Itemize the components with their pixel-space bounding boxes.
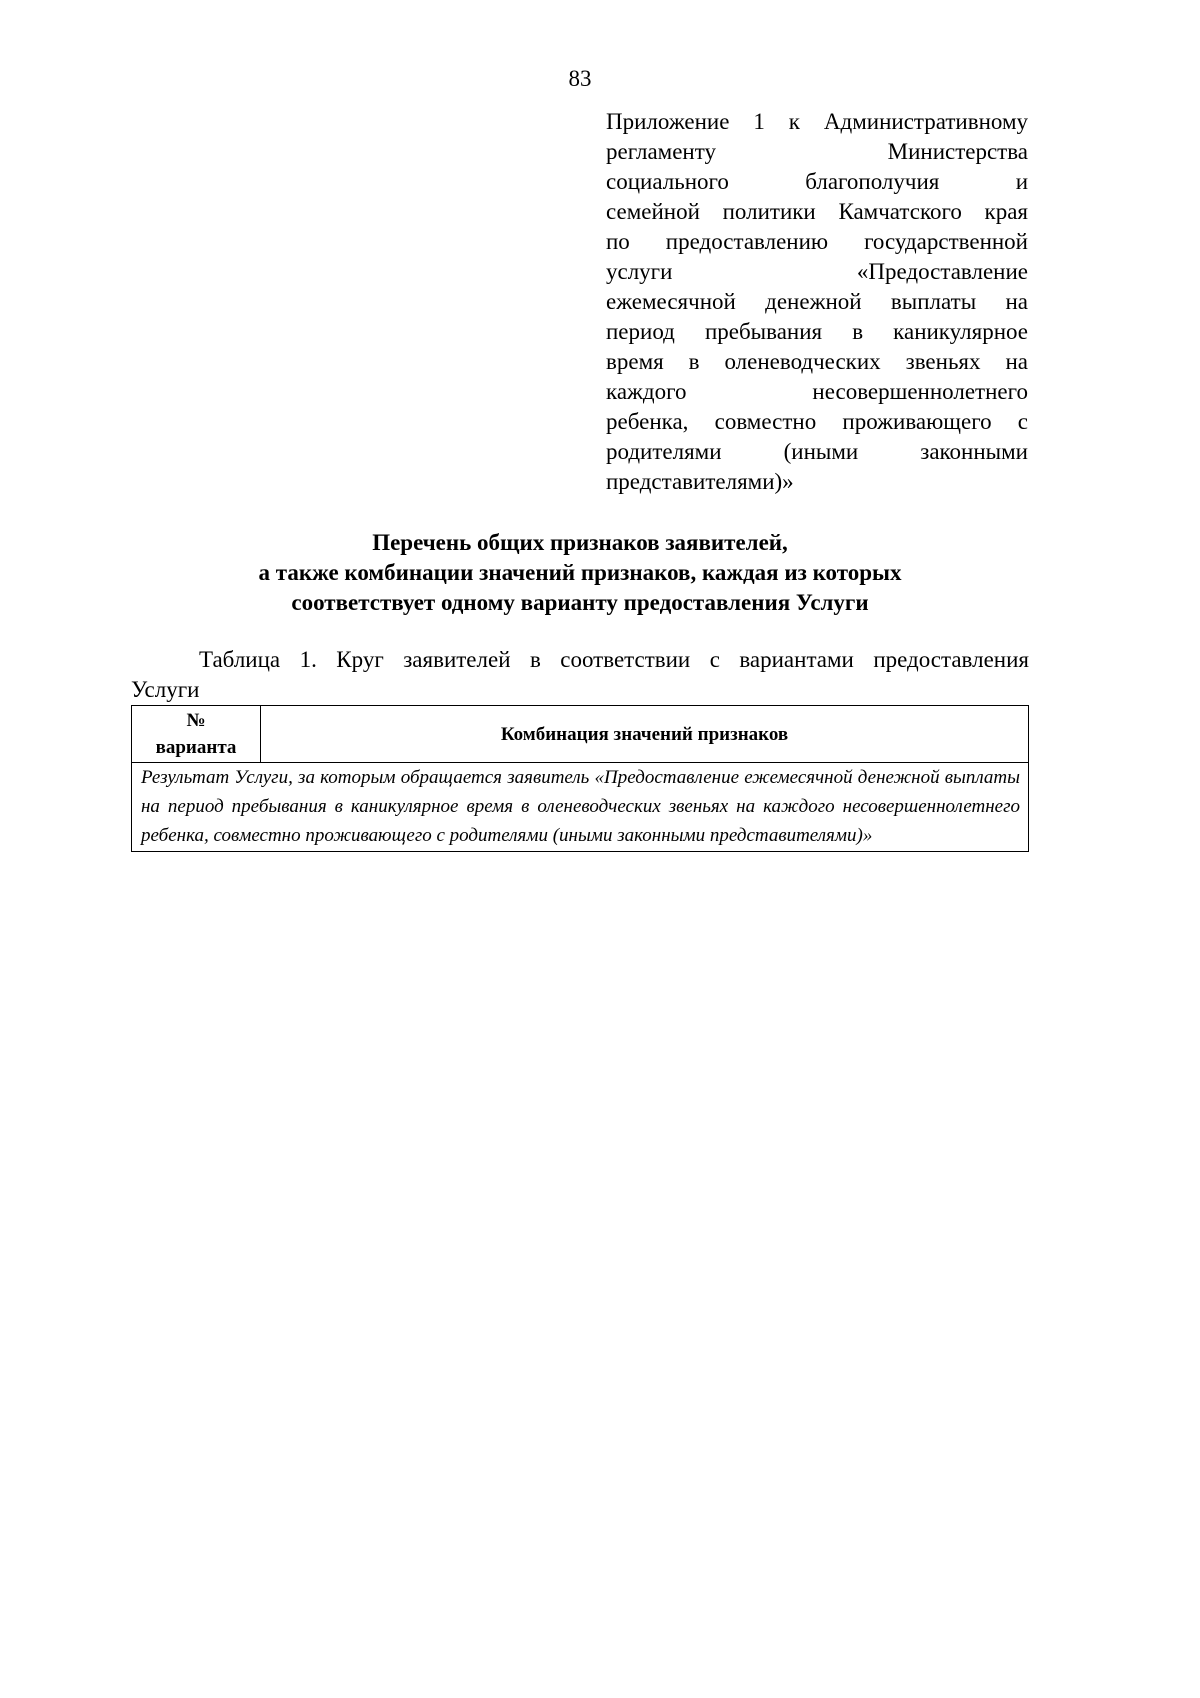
- annex-line: период пребывания в каникулярное: [606, 319, 1028, 344]
- annex-line: представителями)»: [606, 469, 794, 494]
- title-line: соответствует одному варианту предоставления Услуги: [291, 590, 869, 615]
- title-line: Перечень общих признаков заявителей,: [372, 530, 788, 555]
- annex-line: ежемесячной денежной выплаты на: [606, 289, 1028, 314]
- annex-line: по предоставлению государственной: [606, 229, 1028, 254]
- result-cell: Результат Услуги, за которым обращается заявитель «Предоставление ежемесячной денежной выплаты на период пребывания в каникулярное время в оленеводческих звеньях на каждого несовершеннолетнего ребенка, совместно проживающего с родителями (иными законными представителями)»: [132, 763, 1029, 852]
- annex-line: социального благополучия и: [606, 169, 1028, 194]
- table-caption: [131, 645, 1029, 705]
- header-variant-number: [132, 706, 261, 763]
- applicants-table: [131, 705, 1029, 852]
- annex-reference: [606, 107, 1028, 497]
- title-line: а также комбинации значений признаков, каждая из которых: [258, 560, 902, 585]
- document-title: [131, 528, 1029, 618]
- header-text: варианта: [155, 737, 237, 758]
- annex-line: Приложение 1 к Административному: [606, 109, 1028, 134]
- table-header-row: [132, 706, 1029, 763]
- page-number: 83: [568, 66, 592, 91]
- header-combination: Комбинация значений признаков: [261, 706, 1029, 763]
- annex-line: родителями (иными законными: [606, 439, 1028, 464]
- caption-line: Таблица 1. Круг заявителей в соответствии с вариантами предоставления: [199, 647, 1029, 672]
- annex-line: ребенка, совместно проживающего с: [606, 409, 1028, 434]
- annex-line: каждого несовершеннолетнего: [606, 379, 1028, 404]
- annex-line: время в оленеводческих звеньях на: [606, 349, 1028, 374]
- annex-line: регламенту Министерства: [606, 139, 1028, 164]
- caption-line: Услуги: [131, 677, 200, 702]
- annex-line: услуги «Предоставление: [606, 259, 1028, 284]
- table-row: [132, 763, 1029, 852]
- annex-line: семейной политики Камчатского края: [606, 199, 1028, 224]
- header-text: №: [186, 710, 206, 731]
